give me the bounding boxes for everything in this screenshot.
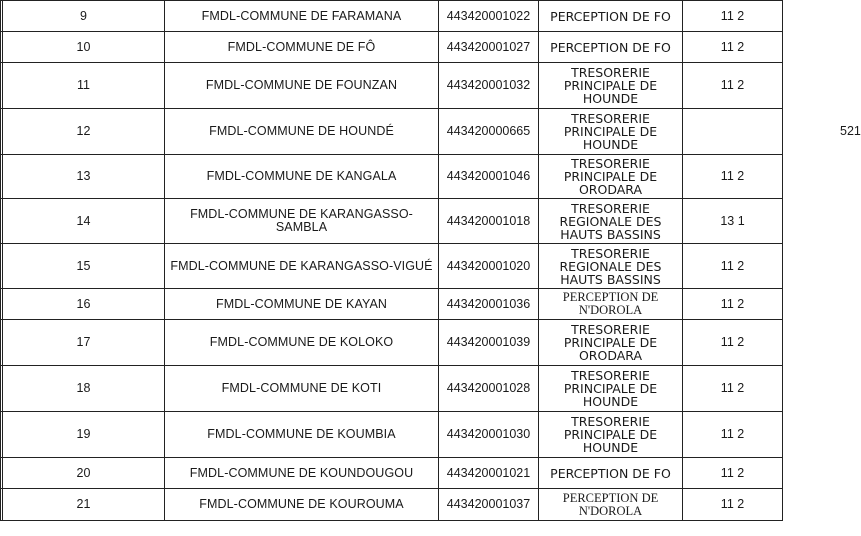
- row-number-cell: 11: [3, 63, 165, 109]
- amount-cell: 11 2: [683, 155, 783, 199]
- service-line: TRESORERIE: [571, 111, 650, 126]
- service-line: REGIONALE DES: [559, 258, 662, 274]
- amount-cell: 11 2: [683, 412, 783, 458]
- service-line: TRESORERIE: [571, 200, 650, 216]
- service-cell: [539, 320, 683, 366]
- account-number-cell: 443420001021: [439, 458, 539, 489]
- account-number-cell: 443420001022: [439, 1, 539, 32]
- row-number-cell: 10: [3, 32, 165, 63]
- table-body: [1, 0, 861, 521]
- table-row: [1, 32, 783, 63]
- service-line: REGIONALE DES: [559, 213, 662, 229]
- row-number-cell: 19: [3, 412, 165, 458]
- service-line: TRESORERIE: [571, 156, 650, 171]
- commune-name-cell: FMDL-COMMUNE DE KANGALA: [165, 155, 439, 199]
- account-number-cell: 443420001039: [439, 320, 539, 366]
- service-line: HAUTS BASSINS: [560, 271, 661, 287]
- service-line: HAUTS BASSINS: [560, 226, 661, 242]
- service-line: HOUNDE: [582, 137, 639, 152]
- service-line: ORODARA: [578, 348, 643, 363]
- row-number-cell: 18: [3, 366, 165, 412]
- service-line: PERCEPTION DE FO: [550, 39, 671, 55]
- service-line: HOUNDE: [582, 440, 639, 455]
- commune-name-cell: FMDL-COMMUNE DE KARANGASSO-VIGUÉ: [165, 244, 439, 289]
- service-line: PERCEPTION DE: [562, 290, 659, 304]
- service-line: N'DOROLA: [578, 503, 643, 518]
- service-line: ORODARA: [578, 182, 643, 197]
- amount-cell: 521: [683, 109, 783, 155]
- table-row: [1, 63, 783, 109]
- amount-cell: 11 2: [683, 320, 783, 366]
- table-row: [1, 199, 783, 244]
- amount-cell: 11 2: [683, 458, 783, 489]
- service-cell: [539, 63, 683, 109]
- commune-name-cell: FMDL-COMMUNE DE KOTI: [165, 366, 439, 412]
- table-row: [1, 366, 783, 412]
- commune-name-cell: FMDL-COMMUNE DE HOUNDÉ: [165, 109, 439, 155]
- amount-cell: 11 2: [683, 489, 783, 521]
- account-number-cell: 443420000665: [439, 109, 539, 155]
- service-cell: [539, 489, 683, 521]
- amount-cell: 11 2: [683, 366, 783, 412]
- row-number-cell: 21: [3, 489, 165, 521]
- service-cell: [539, 32, 683, 63]
- commune-name-cell: FMDL-COMMUNE DE KOUMBIA: [165, 412, 439, 458]
- amount-cell: 11 2: [683, 244, 783, 289]
- row-number-cell: 20: [3, 458, 165, 489]
- service-cell: [539, 1, 683, 32]
- service-cell: [539, 412, 683, 458]
- account-number-cell: 443420001036: [439, 289, 539, 320]
- commune-name-cell: FMDL-COMMUNE DE FOUNZAN: [165, 63, 439, 109]
- table-row: [1, 289, 783, 320]
- account-number-cell: 443420001046: [439, 155, 539, 199]
- commune-name-cell: FMDL-COMMUNE DE KAYAN: [165, 289, 439, 320]
- service-line: TRESORERIE: [571, 65, 650, 80]
- service-cell: [539, 155, 683, 199]
- row-number-cell: 17: [3, 320, 165, 366]
- row-number-cell: 16: [3, 289, 165, 320]
- account-number-cell: 443420001028: [439, 366, 539, 412]
- service-line: PERCEPTION DE FO: [550, 8, 671, 24]
- service-line: PERCEPTION DE: [562, 490, 659, 505]
- table-row: [1, 412, 783, 458]
- account-number-cell: 443420001027: [439, 32, 539, 63]
- amount-cell: 11 2: [683, 1, 783, 32]
- amount-cell: 11 2: [683, 32, 783, 63]
- service-line: PERCEPTION DE FO: [550, 465, 671, 481]
- service-cell: [539, 289, 683, 320]
- service-line: N'DOROLA: [578, 303, 643, 317]
- service-cell: [539, 199, 683, 244]
- table-row: [1, 320, 783, 366]
- account-number-cell: 443420001032: [439, 63, 539, 109]
- service-cell: [539, 109, 683, 155]
- service-line: PRINCIPALE DE: [563, 381, 658, 396]
- account-number-cell: 443420001020: [439, 244, 539, 289]
- commune-name-cell: FMDL-COMMUNE DE KARANGASSO-SAMBLA: [165, 199, 439, 244]
- commune-name-cell: FMDL-COMMUNE DE KOLOKO: [165, 320, 439, 366]
- service-line: PRINCIPALE DE: [563, 169, 658, 184]
- service-line: HOUNDE: [582, 394, 639, 409]
- service-line: TRESORERIE: [571, 245, 650, 261]
- service-line: TRESORERIE: [571, 322, 650, 337]
- service-cell: [539, 244, 683, 289]
- service-line: PRINCIPALE DE: [563, 427, 658, 442]
- row-number-cell: 14: [3, 199, 165, 244]
- service-line: TRESORERIE: [571, 414, 650, 429]
- amount-cell: 11 2: [683, 289, 783, 320]
- table-row: [1, 489, 783, 521]
- row-number-cell: 9: [3, 1, 165, 32]
- service-cell: [539, 458, 683, 489]
- table-row: [1, 109, 783, 155]
- table-row: [1, 244, 783, 289]
- row-number-cell: 13: [3, 155, 165, 199]
- service-cell: [539, 366, 683, 412]
- table-row: [1, 1, 783, 32]
- commune-name-cell: FMDL-COMMUNE DE KOUNDOUGOU: [165, 458, 439, 489]
- commune-name-cell: FMDL-COMMUNE DE KOUROUMA: [165, 489, 439, 521]
- account-number-cell: 443420001030: [439, 412, 539, 458]
- commune-name-cell: FMDL-COMMUNE DE FÔ: [165, 32, 439, 63]
- service-line: HOUNDE: [582, 91, 639, 106]
- service-line: PRINCIPALE DE: [563, 124, 658, 139]
- row-number-cell: 15: [3, 244, 165, 289]
- account-number-cell: 443420001037: [439, 489, 539, 521]
- account-number-cell: 443420001018: [439, 199, 539, 244]
- table-row: [1, 458, 783, 489]
- service-line: PRINCIPALE DE: [563, 78, 658, 93]
- table-row: [1, 155, 783, 199]
- row-number-cell: 12: [3, 109, 165, 155]
- commune-name-cell: FMDL-COMMUNE DE FARAMANA: [165, 1, 439, 32]
- amount-cell: 13 1: [683, 199, 783, 244]
- service-line: PRINCIPALE DE: [563, 335, 658, 350]
- service-line: TRESORERIE: [571, 368, 650, 383]
- amount-cell: 11 2: [683, 63, 783, 109]
